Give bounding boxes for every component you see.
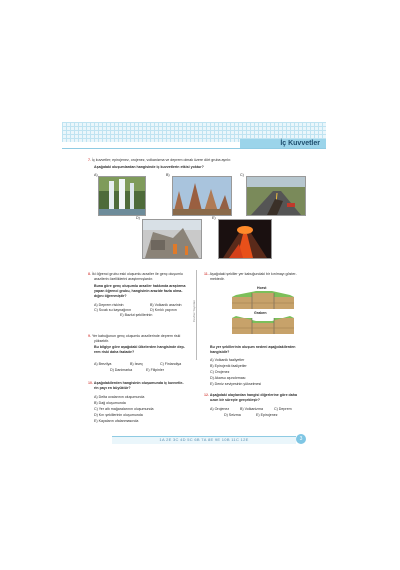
q11-question-1: Bu yer şekillerinin oluşum nedeni aşağıdakilerden bbox=[210, 345, 296, 349]
q12-option-a: A) Orojenez bbox=[210, 407, 230, 411]
q8-option-c: C) Sıcak su kaynağının bbox=[94, 308, 132, 312]
horst-label: Horst bbox=[257, 286, 267, 290]
q12-question-2: uzun bir süreçte gerçekleşir? bbox=[210, 398, 260, 402]
q8-option-b: B) Volkanik arazinin bbox=[150, 303, 182, 307]
q9-option-d: D) Danimarka bbox=[110, 368, 133, 372]
publisher-side-text: Cevher Yayınları bbox=[192, 299, 196, 322]
q10-question-2: rin payı en büyüktür? bbox=[94, 386, 131, 390]
q8-option-e: E) Bazlut şekillerinin bbox=[120, 313, 153, 317]
q7-label-a: A) bbox=[94, 173, 98, 177]
page-title: İç Kuvvetler bbox=[240, 139, 326, 148]
q10-option-a: A) Delta ovalarının oluşumunda bbox=[94, 395, 145, 399]
q10-option-b: B) Dağ oluşumunda bbox=[94, 401, 126, 405]
answer-key: 1A 2E 3C 4D 5C 6B 7A 8E 9E 10B 11C 12E bbox=[159, 437, 249, 442]
q11-option-c: C) Orojenez bbox=[210, 370, 230, 374]
q9-option-b: B) İsveç bbox=[130, 362, 143, 366]
q7-label-c: C) bbox=[240, 173, 244, 177]
q8-option-d: D) Kırıklı yapının bbox=[150, 308, 177, 312]
q7-stem: 7. İç kuvvetler; epirojenez, orojenez, volkanizma ve deprem olmak üzere dört gruba ayrılır. bbox=[88, 158, 232, 162]
column-divider bbox=[196, 270, 197, 360]
fairy-chimneys-photo bbox=[172, 176, 232, 216]
q11-option-d: D) Akarsu aşındırması bbox=[210, 376, 246, 380]
q10-question-1: 10. Aşağıdakilerden hangisinin oluşumunda iç kuvvetle- bbox=[88, 381, 184, 385]
earthquake-road-photo bbox=[246, 176, 306, 216]
q11-option-e: E) Deniz seviyesinin yükselmesi bbox=[210, 382, 262, 386]
q7-label-b: B) bbox=[166, 173, 170, 177]
q7-label-d: D) bbox=[136, 216, 140, 220]
q11-option-a: A) Volkanik faaliyetler bbox=[210, 358, 245, 362]
horst-diagram bbox=[232, 291, 294, 309]
header-rule bbox=[62, 148, 326, 149]
waterfall-photo bbox=[98, 176, 146, 216]
graben-label: Graben bbox=[254, 311, 267, 315]
q12-option-b: B) Volkanizma bbox=[240, 407, 263, 411]
q12-option-d: D) Seizma bbox=[224, 413, 241, 417]
q11-stem-1: 11. Aşağıdaki şekiller yer kabuğundaki bir kırılmayı göster- bbox=[204, 272, 297, 276]
volcano-photo bbox=[218, 219, 272, 259]
q9-option-a: A) Brezilya bbox=[94, 362, 112, 366]
q10-option-c: C) Yer altı mağaralarının oluşumunda bbox=[94, 407, 154, 411]
q9-question-2: rem riski daha fazladır? bbox=[94, 350, 135, 354]
q11-option-b: B) Epirojenik faaliyetler bbox=[210, 364, 247, 368]
q12-option-e: E) Epirojenez bbox=[256, 413, 278, 417]
q11-question-2: hangisidir? bbox=[210, 350, 230, 354]
q12-option-c: C) Deprem bbox=[274, 407, 292, 411]
q7-question: Aşağıdaki oluşumlardan hangisinde iç kuvvetlerin etkisi yoktur? bbox=[94, 165, 204, 169]
q9-option-c: C) Finlandiya bbox=[160, 362, 182, 366]
q8-question-3: dığını öğrenmiştir? bbox=[94, 294, 127, 298]
q8-option-a: A) Deprem riskinin bbox=[94, 303, 124, 307]
collapsed-building-photo bbox=[142, 219, 202, 259]
q8-question-1: Buna göre genç oluşumlu araziler hakkında araştırma bbox=[94, 284, 186, 288]
q11-stem-2: mektedir. bbox=[210, 277, 225, 281]
graben-diagram bbox=[232, 316, 294, 334]
q10-option-e: E) Kayaların ufalanmasında bbox=[94, 419, 139, 423]
q7-label-e: E) bbox=[212, 216, 216, 220]
q9-stem-2: yüksektir. bbox=[94, 339, 109, 343]
q8-question-2: yapan öğrenci grubu, hangisinin arazide fazla olma- bbox=[94, 289, 183, 293]
q9-option-e: E) Filipinler bbox=[146, 368, 164, 372]
page-number: 3 bbox=[296, 434, 306, 444]
q8-stem-2: arazilerin özelliklerini araştırmışlardır. bbox=[94, 277, 154, 281]
q9-stem-1: 9. Yer kabuğunun genç oluşumlu arazilerinde deprem riski bbox=[88, 334, 181, 338]
q12-question-1: 12. Aşağıdaki olaylardan hangisi diğerlerine göre daha bbox=[204, 393, 297, 397]
q9-question-1: Bu bilgiye göre aşağıdaki ülkelerden hangisinde dep- bbox=[94, 345, 185, 349]
q8-stem-1: 8. İki öğrenci grubu eski oluşumlu araziler ile genç oluşumlu bbox=[88, 272, 183, 276]
q10-option-d: D) Kırı şekillerinin oluşumunda bbox=[94, 413, 143, 417]
